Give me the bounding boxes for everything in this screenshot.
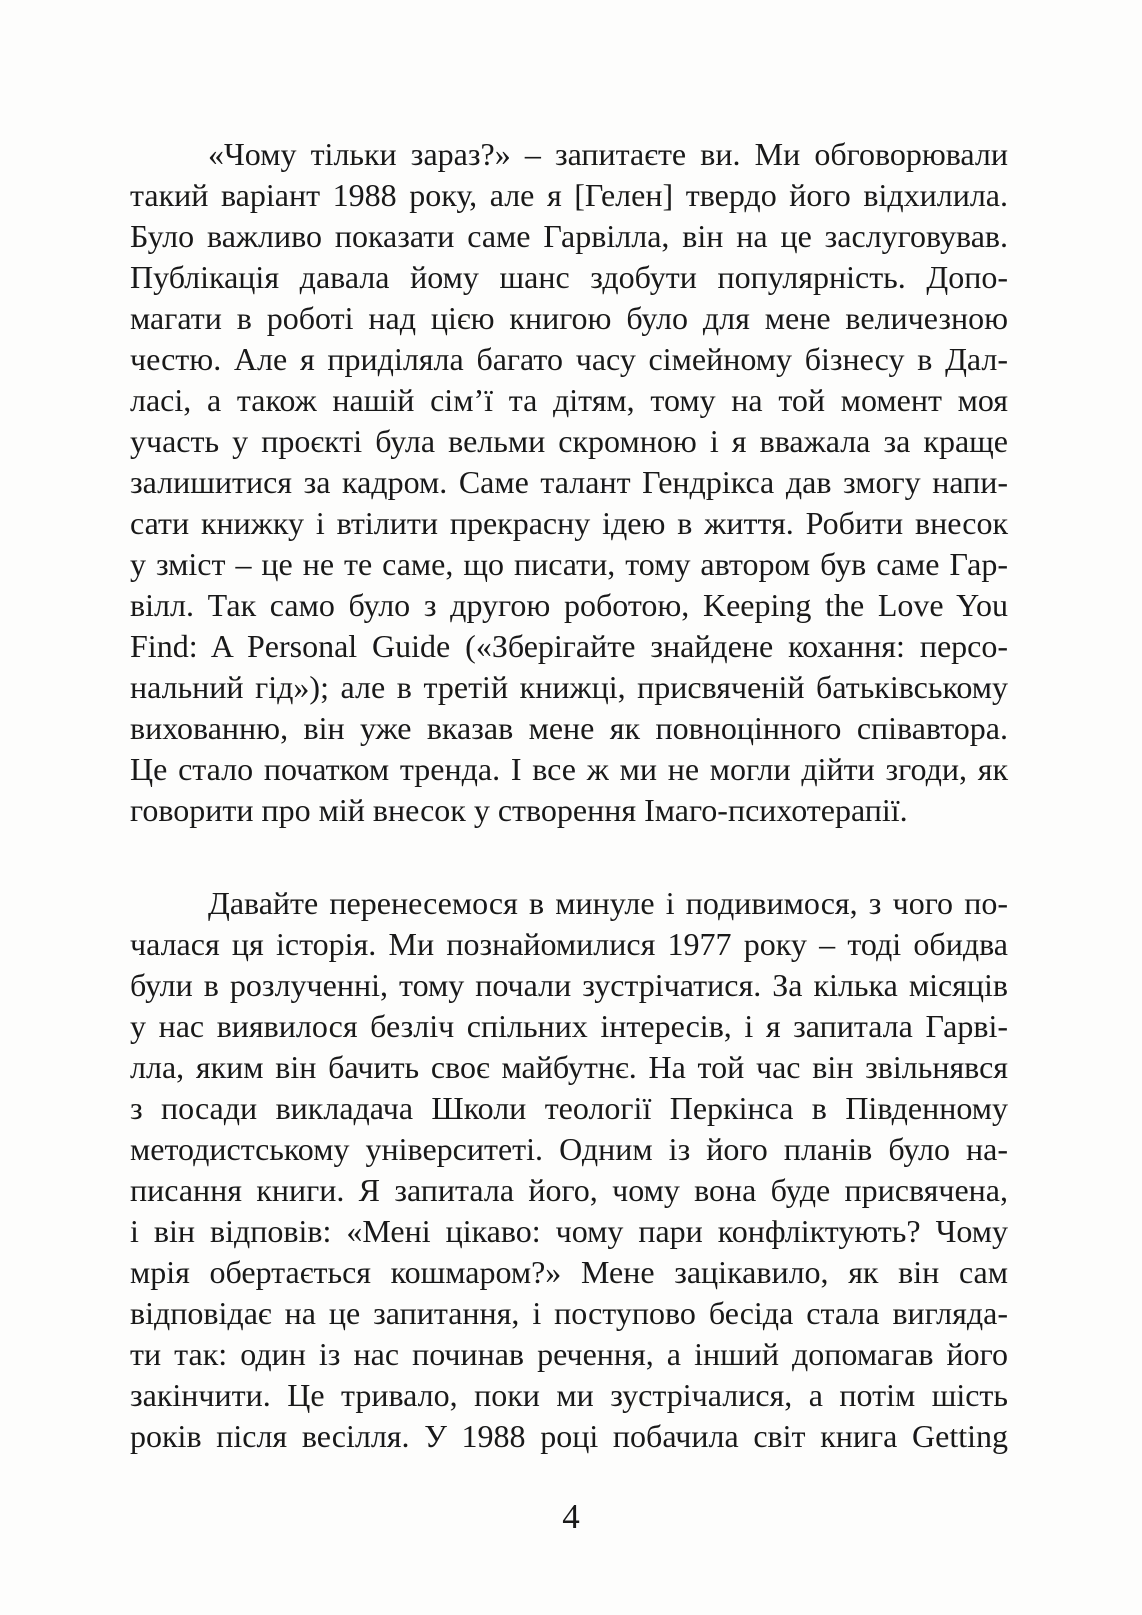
text-line: ласі, а також нашій сім’ї та дітям, тому на той момент моя: [130, 382, 1008, 418]
text-block: [130, 134, 1008, 1457]
text-line: Було важливо показати саме Гарвілла, він на це заслуговував.: [130, 218, 1008, 254]
text-line: років після весілля. У 1988 році побачила світ книга Getting: [130, 1418, 1008, 1454]
text-line: Find: A Personal Guide («Зберігайте знайдене кохання: персо-: [130, 628, 1008, 664]
text-line: з посади викладача Школи теології Перкінса в Південному: [130, 1090, 1008, 1126]
text-line: магати в роботі над цією книгою було для мене величезною: [130, 300, 1008, 336]
text-line: лла, яким він бачить своє майбутнє. На той час він звільнявся: [130, 1049, 1008, 1085]
text-line: і він відповів: «Мені цікаво: чому пари конфліктують? Чому: [130, 1213, 1008, 1249]
text-line: «Чому тільки зараз?» – запитаєте ви. Ми обговорювали: [208, 136, 1008, 172]
text-line: Давайте перенесемося в минуле і подивимося, з чого по-: [208, 885, 1008, 921]
text-line: у зміст – це не те саме, що писати, тому автором був саме Гар-: [130, 546, 1008, 582]
text-line: були в розлученні, тому почали зустрічатися. За кілька місяців: [130, 967, 1008, 1003]
text-line: Це стало початком тренда. І все ж ми не могли дійти згоди, як: [130, 751, 1008, 787]
page-number: 4: [562, 1497, 580, 1536]
paragraph-2: [130, 883, 1008, 1457]
text-line: говорити про мій внесок у створення Імаго-психотерапії.: [130, 792, 908, 828]
text-line: ти так: один із нас починав речення, а інший допомагав його: [130, 1336, 1008, 1372]
text-line: відповідає на це запитання, і поступово бесіда стала вигляда-: [130, 1295, 1008, 1331]
text-line: писання книги. Я запитала його, чому вона буде присвячена,: [130, 1172, 1008, 1208]
text-line: вихованню, він уже вказав мене як повноцінного співавтора.: [130, 710, 1008, 746]
text-line: честю. Але я приділяла багато часу сімейному бізнесу в Дал-: [130, 341, 1008, 377]
paragraph-1: [130, 134, 1008, 831]
text-line: вілл. Так само було з другою роботою, Keeping the Love You: [130, 587, 1008, 623]
text-line: закінчити. Це тривало, поки ми зустрічалися, а потім шість: [130, 1377, 1008, 1413]
text-line: залишитися за кадром. Саме талант Гендрікса дав змогу напи-: [130, 464, 1008, 500]
text-line: такий варіант 1988 року, але я [Гелен] твердо його відхилила.: [130, 177, 1008, 213]
text-line: чалася ця історія. Ми познайомилися 1977 року – тоді обидва: [130, 926, 1008, 962]
text-line: мрія обертається кошмаром?» Мене зацікавило, як він сам: [130, 1254, 1008, 1290]
text-line: сати книжку і втілити прекрасну ідею в життя. Робити внесок: [130, 505, 1008, 541]
text-line: у нас виявилося безліч спільних інтересів, і я запитала Гарві-: [130, 1008, 1008, 1044]
text-line: участь у проєкті була вельми скромною і я вважала за краще: [130, 423, 1008, 459]
text-line: нальний гід»); але в третій книжці, присвяченій батьківському: [130, 669, 1008, 705]
text-line: Публікація давала йому шанс здобути популярність. Допо-: [130, 259, 1008, 295]
text-line: методистському університеті. Одним із його планів було на-: [130, 1131, 1008, 1167]
